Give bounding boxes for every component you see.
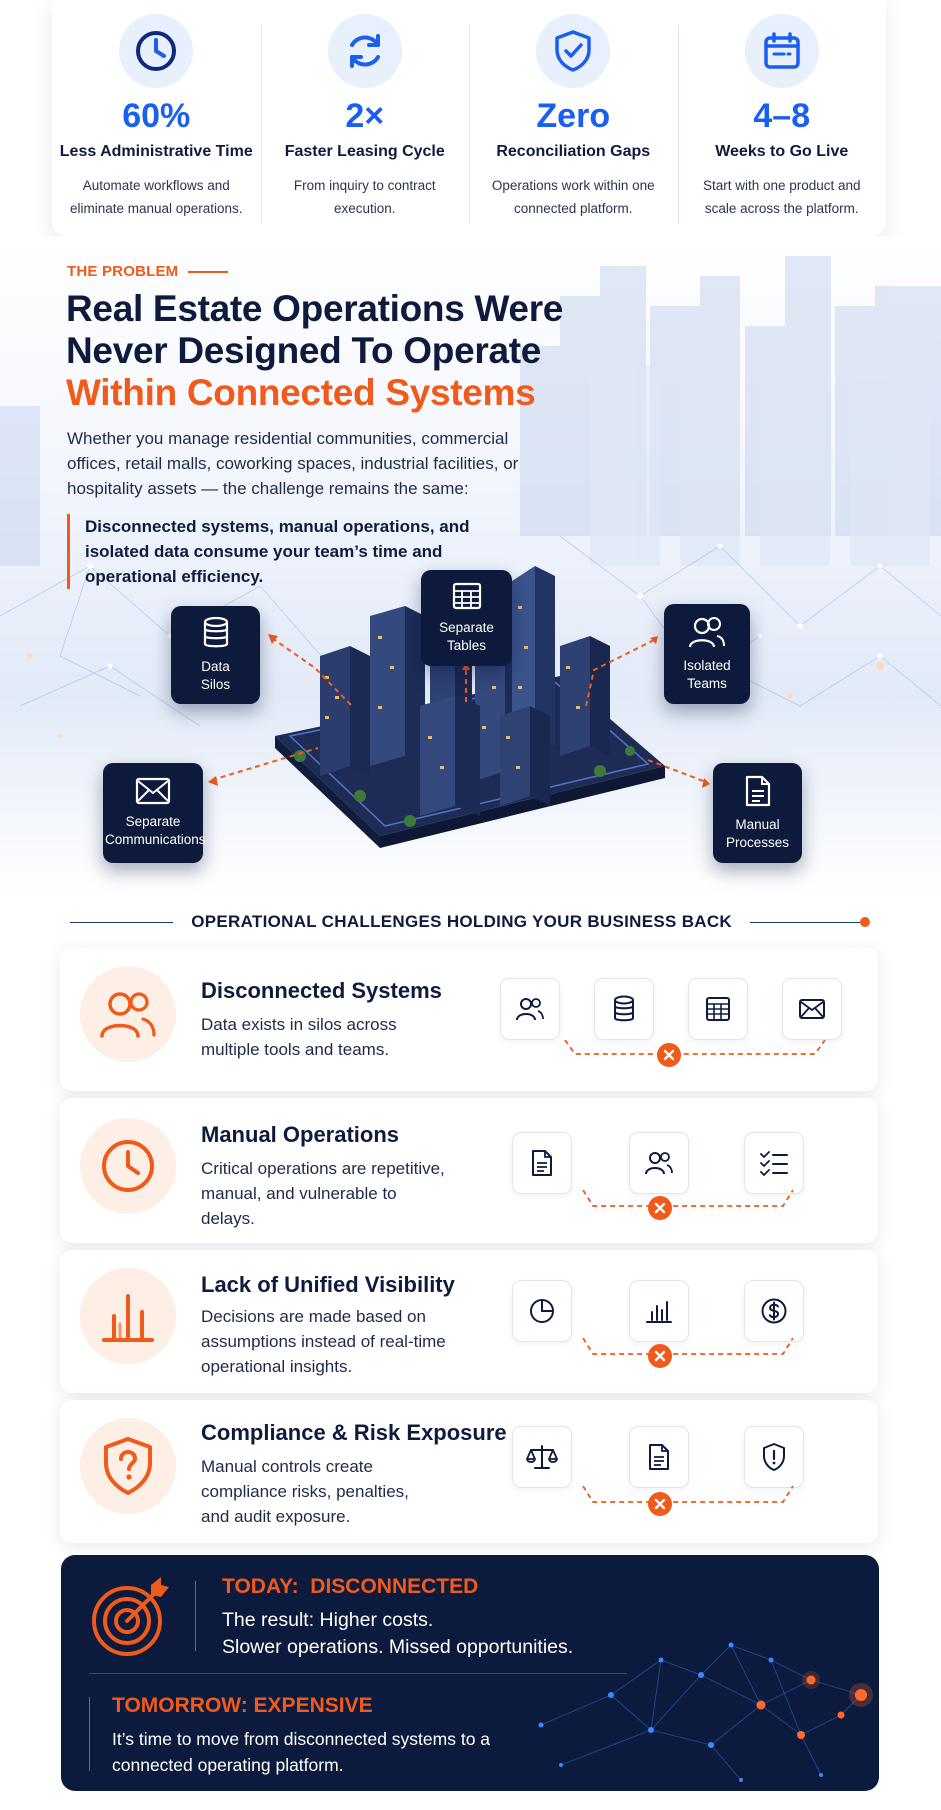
- users-icon: [80, 966, 176, 1062]
- stat-label: Faster Leasing Cycle: [284, 143, 445, 161]
- users-icon: [500, 978, 560, 1040]
- stat-leasing-cycle: [261, 14, 470, 236]
- stat-description: Operations work within one connected platform.: [491, 178, 655, 216]
- divider-vertical: [89, 1697, 90, 1771]
- challenges-heading: [70, 912, 870, 932]
- scales-icon: [512, 1426, 572, 1488]
- node-label: Data Silos: [200, 659, 231, 692]
- node-manual-processes: [713, 763, 802, 863]
- document-icon: [744, 774, 772, 808]
- clock-icon: [119, 14, 193, 88]
- problem-intro: Whether you manage residential communities, commercial offices, retail malls, coworking spaces, industrial facilities, or hospitality assets — the challenge remains the same:: [67, 429, 519, 498]
- challenge-card-unified-visibility: [60, 1250, 878, 1393]
- heading-dot: [860, 917, 870, 927]
- stat-admin-time: [52, 14, 261, 236]
- clock-icon: [80, 1118, 176, 1214]
- dollar-icon: [744, 1280, 804, 1342]
- headline-accent: Within Connected Systems: [66, 372, 536, 413]
- problem-callout: Disconnected systems, manual operations, and isolated data consume your team’s time and operational efficiency.: [67, 514, 507, 589]
- stat-value: 4–8: [753, 97, 811, 135]
- headline-line-2: Never Designed To Operate: [66, 330, 542, 371]
- challenge-description: Data exists in silos across multiple tools and teams.: [201, 1015, 397, 1059]
- stat-description: From inquiry to contract execution.: [293, 178, 436, 216]
- error-x-icon: [648, 1492, 672, 1516]
- problem-section: [0, 236, 941, 896]
- node-label: Separate Tables: [439, 620, 494, 653]
- target-icon: [89, 1575, 173, 1659]
- node-label: Isolated Teams: [683, 658, 731, 691]
- challenges-heading-text: OPERATIONAL CHALLENGES HOLDING YOUR BUSINESS BACK: [191, 912, 732, 931]
- eyebrow-text: THE PROBLEM: [67, 263, 179, 280]
- node-separate-communications: [103, 763, 206, 863]
- today-text: [222, 1607, 642, 1661]
- document-icon: [629, 1426, 689, 1488]
- challenge-title: Manual Operations: [201, 1122, 400, 1147]
- mail-icon: [135, 777, 171, 805]
- pie-chart-icon: [512, 1280, 572, 1342]
- heading-rule-left: [70, 922, 173, 923]
- node-separate-tables: [421, 570, 512, 666]
- table-icon: [688, 978, 748, 1040]
- divider-horizontal: [89, 1673, 627, 1674]
- calendar-icon: [745, 14, 819, 88]
- broken-connector: [578, 1486, 798, 1516]
- stat-go-live: [678, 14, 887, 236]
- challenge-title: Compliance & Risk Exposure: [201, 1420, 507, 1445]
- stat-reconciliation: [469, 14, 678, 236]
- node-label: Manual Processes: [725, 817, 790, 850]
- challenge-card-manual-operations: [60, 1098, 878, 1243]
- users-icon: [687, 615, 727, 649]
- problem-headline: [66, 288, 586, 414]
- stat-description: Start with one product and scale across the platform.: [702, 178, 861, 216]
- heading-rule-right: [750, 922, 860, 923]
- node-label: Separate Communications: [105, 814, 206, 847]
- tomorrow-text: It’s time to move from disconnected systems to a connected operating platform.: [112, 1729, 491, 1775]
- bar-chart-icon: [80, 1268, 176, 1364]
- headline-line-1: Real Estate Operations Were: [66, 288, 564, 329]
- section-eyebrow: [67, 263, 228, 280]
- today-text-line-2: Slower operations. Missed opportunities.: [222, 1636, 574, 1658]
- shield-question-icon: [80, 1418, 176, 1514]
- challenge-card-compliance-risk: [60, 1400, 878, 1543]
- error-x-icon: [657, 1043, 681, 1067]
- stat-label: Weeks to Go Live: [715, 143, 849, 161]
- outcome-banner: [61, 1555, 879, 1791]
- refresh-icon: [328, 14, 402, 88]
- error-x-icon: [648, 1196, 672, 1220]
- challenge-title: Disconnected Systems: [201, 978, 442, 1003]
- broken-connector: [578, 1338, 798, 1368]
- checklist-icon: [744, 1132, 804, 1194]
- shield-alert-icon: [744, 1426, 804, 1488]
- stat-value: Zero: [536, 97, 611, 135]
- broken-connector: [578, 1190, 798, 1220]
- challenge-title: Lack of Unified Visibility: [201, 1272, 455, 1297]
- challenge-card-disconnected-systems: [60, 948, 878, 1091]
- node-data-silos: [171, 606, 260, 704]
- today-label: TODAY: DISCONNECTED: [222, 1575, 479, 1598]
- eyebrow-rule: [188, 271, 228, 273]
- document-icon: [512, 1132, 572, 1194]
- challenge-description: Critical operations are repetitive, manual, and vulnerable to delays.: [201, 1159, 445, 1228]
- tomorrow-label: TOMORROW: EXPENSIVE: [112, 1694, 373, 1717]
- database-icon: [201, 616, 231, 650]
- broken-connector: [560, 1040, 830, 1070]
- bar-chart-icon: [629, 1280, 689, 1342]
- shield-check-icon: [536, 14, 610, 88]
- challenge-description: Manual controls create compliance risks, penalties, and audit exposure.: [201, 1457, 409, 1526]
- node-isolated-teams: [664, 604, 750, 704]
- stat-label: Reconciliation Gaps: [496, 143, 651, 161]
- error-x-icon: [648, 1344, 672, 1368]
- table-icon: [451, 581, 483, 611]
- stat-label: Less Administrative Time: [59, 143, 253, 161]
- today-text-line-1: The result: Higher costs.: [222, 1609, 434, 1631]
- stat-value: 60%: [122, 97, 191, 135]
- database-icon: [594, 978, 654, 1040]
- stats-card: [52, 0, 886, 236]
- stat-value: 2×: [345, 97, 385, 135]
- stat-description: Automate workflows and eliminate manual operations.: [69, 178, 243, 216]
- users-icon: [629, 1132, 689, 1194]
- divider-vertical: [195, 1581, 196, 1651]
- mail-icon: [782, 978, 842, 1040]
- challenge-description: Decisions are made based on assumptions instead of real-time operational insights.: [201, 1307, 446, 1376]
